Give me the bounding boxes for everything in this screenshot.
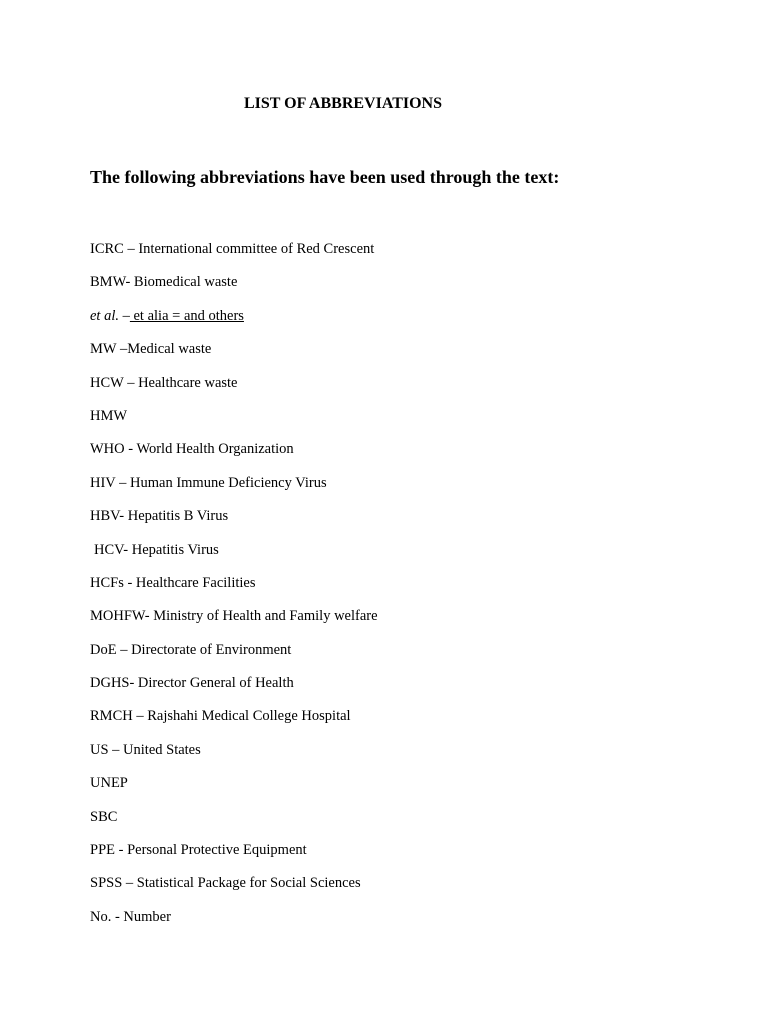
intro-heading: The following abbreviations have been used through the text: [90, 167, 560, 187]
page-title: LIST OF ABBREVIATIONS [244, 95, 442, 112]
abbreviation-item: HCFs - Healthcare Facilities [90, 574, 256, 591]
et-al-separator: – [119, 307, 130, 324]
abbreviation-item: HMW [90, 407, 128, 424]
abbreviation-item: HBV- Hepatitis B Virus [90, 508, 229, 525]
abbreviation-item [90, 306, 378, 339]
abbreviation-item: US – United States [90, 741, 201, 758]
abbreviation-list [90, 239, 378, 940]
abbreviation-item: RMCH – Rajshahi Medical College Hospital [90, 708, 351, 725]
et-al-term: et al. [90, 307, 119, 324]
abbreviation-item: SPSS – Statistical Package for Social Sciences [90, 875, 361, 892]
abbreviation-item: UNEP [90, 775, 128, 792]
abbreviation-item: HCV- Hepatitis Virus [94, 541, 219, 558]
et-al-definition: et alia = and others [129, 307, 244, 324]
abbreviation-item: ICRC – International committee of Red Crescent [90, 241, 375, 257]
abbreviation-item: DGHS- Director General of Health [90, 675, 294, 692]
abbreviation-item: MW –Medical waste [90, 341, 212, 358]
abbreviation-item: SBC [90, 808, 118, 825]
abbreviation-item: BMW- Biomedical waste [90, 274, 238, 291]
abbreviation-item: HCW – Healthcare waste [90, 374, 238, 391]
abbreviation-item: DoE – Directorate of Environment [90, 641, 292, 658]
abbreviation-item: PPE - Personal Protective Equipment [90, 842, 307, 859]
abbreviation-item: MOHFW- Ministry of Health and Family welfare [90, 608, 378, 625]
abbreviation-item: HIV – Human Immune Deficiency Virus [90, 474, 327, 491]
abbreviation-item: No. - Number [90, 908, 171, 925]
abbreviation-item: WHO - World Health Organization [90, 441, 294, 458]
